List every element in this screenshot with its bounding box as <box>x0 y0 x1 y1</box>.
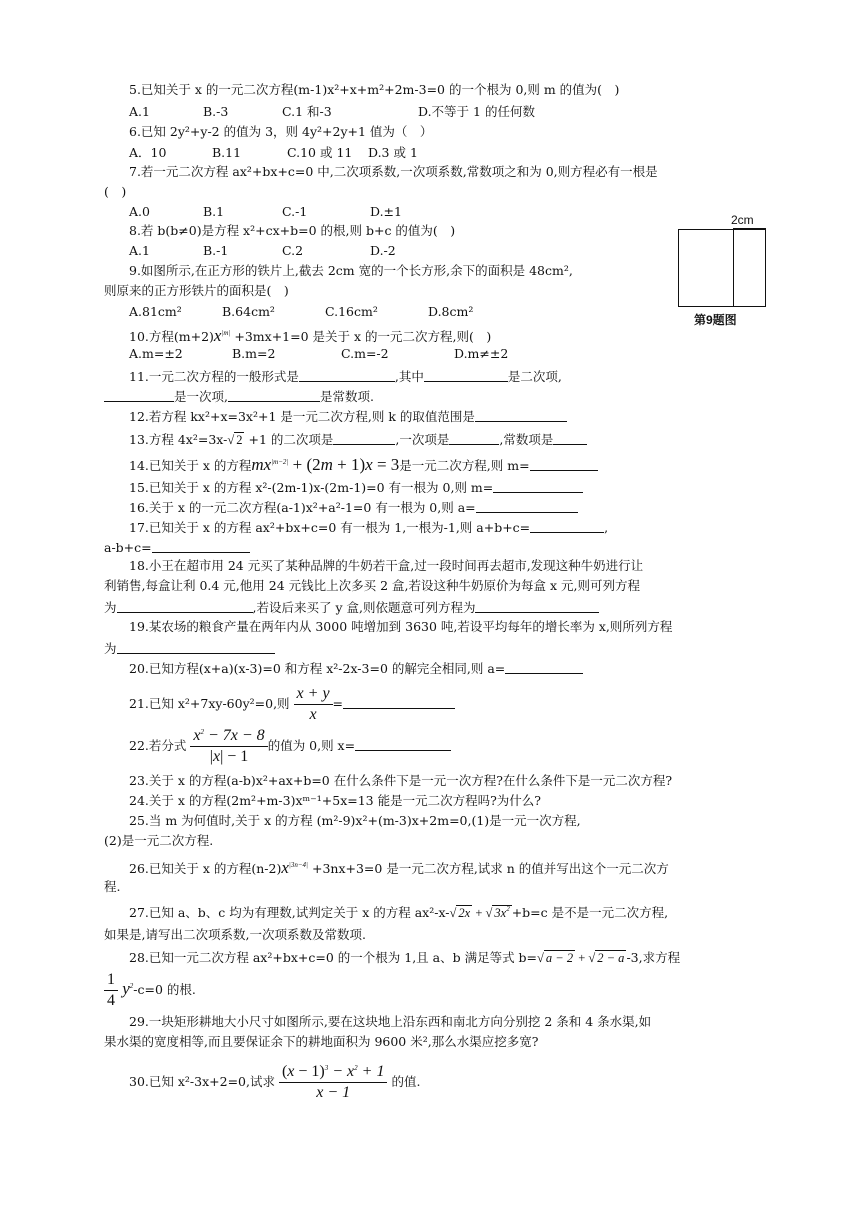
question-8: 8.若 b(b≠0)是方程 x²+cx+b=0 的根,则 b+c 的值为( ) <box>129 223 456 238</box>
question-16 <box>129 500 578 515</box>
answer-blank[interactable] <box>475 409 567 422</box>
question-22-text-b: 的值为 0,则 x= <box>267 738 356 753</box>
formula-y-squared: $y^2$ <box>118 979 134 998</box>
answer-blank[interactable] <box>228 389 320 402</box>
question-17-cont <box>104 540 250 555</box>
question-30-text-b: 的值. <box>391 1074 421 1089</box>
question-13 <box>129 432 587 447</box>
answer-blank[interactable] <box>104 389 174 402</box>
answer-blank[interactable] <box>152 540 250 553</box>
formula-27: √ 2x + √ $3x^2$ <box>449 905 510 920</box>
fraction-30: $\frac{(x - 1)^3 - x^2 + 1}{x - 1}$ <box>279 1064 388 1101</box>
option-c: C.-1 <box>282 204 308 219</box>
question-13-text-d: ,常数项是 <box>499 432 554 447</box>
figure-9-square <box>678 229 766 307</box>
option-d: D.不等于 1 的任何数 <box>418 104 535 119</box>
question-11-cont <box>104 389 374 404</box>
question-17-cont-text: a-b+c= <box>104 540 152 555</box>
option-d: D.-2 <box>370 243 396 258</box>
formula-x-abs-3n-4: $x^{|3n-4|}$ <box>281 858 308 877</box>
question-21-text-b: = <box>332 696 344 711</box>
option-a: A.1 <box>129 243 150 258</box>
option-b: B.1 <box>203 204 225 219</box>
question-26-cont: 程. <box>104 879 121 894</box>
question-28-cont-text: -c=0 的根. <box>133 982 196 997</box>
question-28-cont <box>104 972 196 1009</box>
question-27 <box>129 907 668 920</box>
figure-9-label: 2cm <box>731 213 754 227</box>
question-24: 24.关于 x 的方程(2m²+m-3)xᵐ⁻¹+5x=13 能是一元二次方程吗?为什么? <box>129 793 542 808</box>
question-7: 7.若一元二次方程 ax²+bx+c=0 中,二次项系数,一次项系数,常数项之和为 0,则方程必有一根是 <box>129 164 658 179</box>
question-23: 23.关于 x 的方程(a-b)x²+ax+b=0 在什么条件下是一元一次方程?在什么条件下是一元二次方程? <box>129 773 673 788</box>
question-11 <box>129 369 562 384</box>
question-11-text-a: 11.一元二次方程的一般形式是 <box>129 369 299 384</box>
question-18-line-2: 利销售,每盒让利 0.4 元,他用 24 元钱比上次多买 2 盒,若设这种牛奶原价为每盒 x 元,则可列方程 <box>104 578 640 593</box>
answer-blank[interactable] <box>424 369 508 382</box>
option-b: B.64cm² <box>222 304 275 319</box>
answer-blank[interactable] <box>117 600 253 613</box>
question-10-pre: 10.方程(m+2) <box>129 329 214 344</box>
question-17 <box>129 520 608 535</box>
answer-blank[interactable] <box>476 500 578 513</box>
question-25-line-1: 25.当 m 为何值时,关于 x 的方程 (m²-9)x²+(m-3)x+2m=0,(1)是一元一次方程, <box>129 813 581 828</box>
question-20-text: 20.已知方程(x+a)(x-3)=0 和方程 x²-2x-3=0 的解完全相同,则 a= <box>129 661 506 676</box>
question-14 <box>129 456 598 473</box>
question-13-text-a: 13.方程 4x²=3x- <box>129 432 228 447</box>
question-28 <box>129 952 680 965</box>
option-b: B.m=2 <box>232 346 276 361</box>
question-12 <box>129 409 567 424</box>
question-17-comma: , <box>604 520 609 535</box>
answer-blank[interactable] <box>530 458 598 471</box>
formula-x-abs-m: $x^{|m|}$ <box>213 326 231 345</box>
option-a: A.0 <box>129 204 150 219</box>
question-11-text-e: 是常数项. <box>319 389 374 404</box>
question-18-text-b: ,若设后来买了 y 盒,则依题意可列方程为 <box>252 600 476 615</box>
option-c: C.10 或 11 <box>287 145 353 160</box>
question-10 <box>129 327 491 344</box>
figure-9-caption: 第9题图 <box>694 313 737 327</box>
answer-blank[interactable] <box>355 738 451 751</box>
option-c: C.2 <box>282 243 304 258</box>
question-26-post: +3nx+3=0 是一元二次方程,试求 n 的值并写出这个一元二次方 <box>311 861 669 876</box>
fraction-one-quarter: $\frac{1}{4}$ <box>104 972 118 1009</box>
question-19-text: 为 <box>104 641 117 656</box>
option-d: D.±1 <box>370 204 402 219</box>
question-6: 6.已知 2y²+y-2 的值为 3，则 4y²+2y+1 值为（ ） <box>129 124 433 139</box>
sqrt-2: √ 2 <box>227 433 243 447</box>
option-d: D.3 或 1 <box>368 145 418 160</box>
answer-blank[interactable] <box>449 432 499 445</box>
answer-blank[interactable] <box>493 480 583 493</box>
question-10-post: +3mx+1=0 是关于 x 的一元二次方程,则( ) <box>234 329 492 344</box>
question-29-line-1: 29.一块矩形耕地大小尺寸如图所示,要在这块地上沿东西和南北方向分别挖 2 条和 4 条水渠,如 <box>129 1014 652 1029</box>
question-30-text-a: 30.已知 x²-3x+2=0,试求 <box>129 1074 275 1089</box>
option-b: B.11 <box>212 145 242 160</box>
formula-14: $mx^{|m-2|} + (2m + 1)x = 3$ <box>251 455 400 474</box>
question-18-text-a: 为 <box>104 600 117 615</box>
question-20 <box>129 661 583 676</box>
question-13-text-b: +1 的二次项是 <box>248 432 334 447</box>
question-15-text: 15.已知关于 x 的方程 x²-(2m-1)x-(2m-1)=0 有一根为 0,则 m= <box>129 480 494 495</box>
question-12-text: 12.若方程 kx²+x=3x²+1 是一元二次方程,则 k 的取值范围是 <box>129 409 475 424</box>
question-26 <box>129 859 669 876</box>
question-22-text-a: 22.若分式 <box>129 738 187 753</box>
option-d: D.8cm² <box>428 304 474 319</box>
question-11-text-d: 是一次项, <box>174 389 228 404</box>
option-b: B.-3 <box>203 104 229 119</box>
question-11-text-b: ,其中 <box>394 369 424 384</box>
option-a: A．10 <box>129 145 167 160</box>
question-21 <box>129 686 455 723</box>
question-19-line-2 <box>104 641 275 656</box>
option-a: A.81cm² <box>129 304 182 319</box>
question-9: 9.如图所示,在正方形的铁片上,截去 2cm 宽的一个长方形,余下的面积是 48cm², <box>129 263 573 278</box>
question-29-line-2: 果水渠的宽度相等,而且要保证余下的耕地面积为 9600 米²,那么水渠应挖多宽? <box>104 1034 539 1049</box>
question-14-text-b: 是一元二次方程,则 m= <box>399 458 530 473</box>
answer-blank[interactable] <box>299 369 395 382</box>
question-27-cont: 如果是,请写出二次项系数,一次项系数及常数项. <box>104 927 366 942</box>
fraction-x-plus-y-over-x: $\frac{x + y}{x}$ <box>294 686 333 723</box>
option-c: C.m=-2 <box>341 346 389 361</box>
question-26-pre: 26.已知关于 x 的方程(n-2) <box>129 861 282 876</box>
answer-blank[interactable] <box>475 600 599 613</box>
question-7-cont: ( ) <box>104 184 127 199</box>
question-28-text-a: 28.已知一元二次方程 ax²+bx+c=0 的一个根为 1,且 a、b 满足等式 b= <box>129 950 538 965</box>
option-c: C.16cm² <box>325 304 378 319</box>
option-d: D.m≠±2 <box>454 346 509 361</box>
question-5: 5.已知关于 x 的一元二次方程(m-1)x²+x+m²+2m-3=0 的一个根为 0,则 m 的值为( ) <box>129 82 620 97</box>
question-21-text-a: 21.已知 x²+7xy-60y²=0,则 <box>129 696 290 711</box>
question-17-text: 17.已知关于 x 的方程 ax²+bx+c=0 有一根为 1,一根为-1,则 a+b+c= <box>129 520 531 535</box>
figure-9-divider <box>733 230 734 306</box>
question-13-text-c: ,一次项是 <box>395 432 450 447</box>
question-27-text-a: 27.已知 a、b、c 均为有理数,试判定关于 x 的方程 ax²-x- <box>129 905 450 920</box>
option-c: C.1 和-3 <box>282 104 332 119</box>
fraction-22: $\frac{x^2 - 7x - 8}{|x| - 1}$ <box>190 728 267 765</box>
answer-blank[interactable] <box>117 641 275 654</box>
answer-blank[interactable] <box>553 432 587 445</box>
question-11-text-c: 是二次项, <box>507 369 562 384</box>
question-14-text-a: 14.已知关于 x 的方程 <box>129 458 252 473</box>
option-a: A.1 <box>129 104 150 119</box>
question-25-line-2: (2)是一元二次方程. <box>104 833 214 848</box>
question-19-line-1: 19.某农场的粮食产量在两年内从 3000 吨增加到 3630 吨,若设平均每年的增长率为 x,则所列方程 <box>129 619 673 634</box>
answer-blank[interactable] <box>530 520 604 533</box>
question-15 <box>129 480 583 495</box>
question-27-text-b: +b=c 是不是一元二次方程, <box>511 905 669 920</box>
question-22 <box>129 728 451 765</box>
option-b: B.-1 <box>203 243 229 258</box>
question-30 <box>129 1064 420 1101</box>
question-18-line-1: 18.小王在超市用 24 元买了某种品牌的牛奶若干盒,过一段时间再去超市,发现这种牛奶进行让 <box>129 558 644 573</box>
question-18-line-3 <box>104 600 599 615</box>
answer-blank[interactable] <box>333 432 395 445</box>
question-9-cont: 则原来的正方形铁片的面积是( ) <box>104 283 289 298</box>
formula-28: √ a − 2 + √ 2 − a <box>537 951 625 965</box>
question-16-text: 16.关于 x 的一元二次方程(a-1)x²+a²-1=0 有一根为 0,则 a= <box>129 500 476 515</box>
answer-blank[interactable] <box>505 661 583 674</box>
option-a: A.m=±2 <box>129 346 183 361</box>
question-28-text-b: -3,求方程 <box>626 950 681 965</box>
answer-blank[interactable] <box>343 696 455 709</box>
